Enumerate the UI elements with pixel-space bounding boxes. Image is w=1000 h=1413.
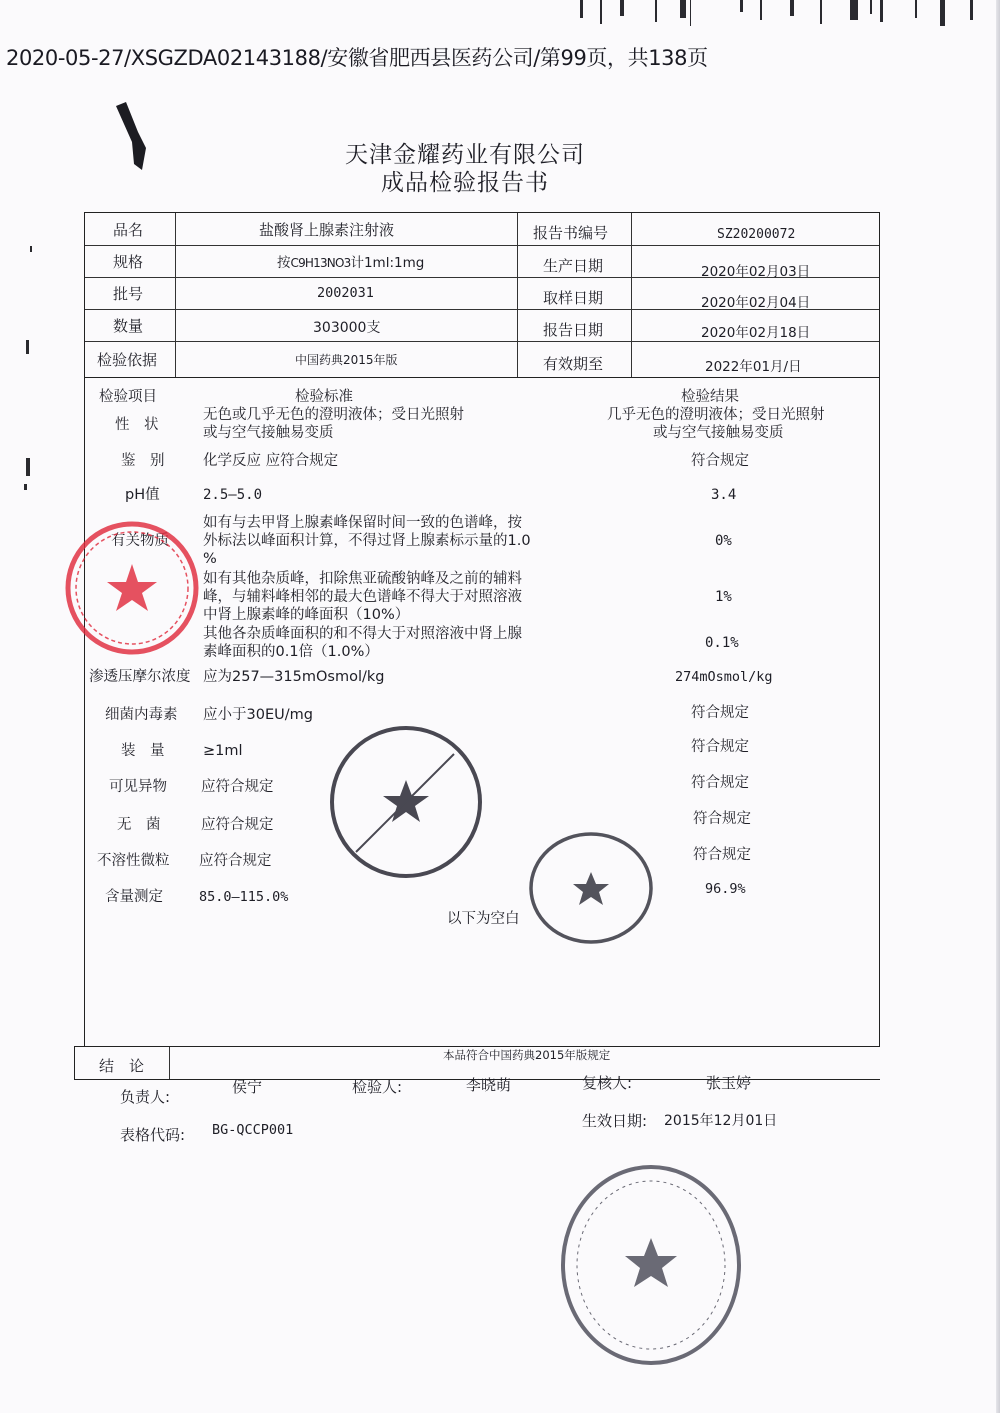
page-edge: [996, 0, 1000, 1413]
scan-dash: [24, 484, 27, 490]
std-related-1c: %: [203, 551, 217, 567]
col-standard-header: 检验标准: [295, 389, 353, 405]
conclusion-label: 结 论: [99, 1057, 145, 1075]
inspector-name: 李晓萌: [466, 1076, 512, 1094]
effective-date-value: 2015年12月01日: [664, 1113, 778, 1129]
spec-suffix: 计1ml:1mg: [350, 255, 425, 271]
reviewer-label: 复核人:: [582, 1074, 633, 1092]
document-title: 成品检验报告书: [381, 170, 549, 196]
expiry-label: 有效期至: [543, 355, 604, 373]
scan-dash: [26, 340, 29, 354]
report-date-value: 2020年02月18日: [701, 325, 811, 341]
product-value: 盐酸肾上腺素注射液: [259, 221, 395, 239]
std-related-2a: 如有其他杂质峰，扣除焦亚硫酸钠峰及之前的辅料: [203, 571, 522, 587]
res-assay: 96.9%: [705, 881, 746, 897]
col-result-header: 检验结果: [681, 389, 739, 405]
spec-prefix: 按: [277, 255, 291, 271]
item-fill-volume: 装 量: [121, 743, 165, 759]
std-related-3a: 其他各杂质峰面积的和不得大于对照溶液中肾上腺: [203, 626, 522, 642]
res-related-3: 0.1%: [705, 635, 739, 651]
std-osmolality: 应为257—315mOsmol/kg: [203, 669, 385, 685]
res-appearance-2: 或与空气接触易变质: [653, 425, 784, 441]
res-related-2: 1%: [715, 589, 732, 605]
bottom-seal: [556, 1160, 746, 1370]
red-seal: [62, 518, 202, 658]
form-code-label: 表格代码:: [120, 1126, 186, 1144]
report-no-label: 报告书编号: [533, 224, 609, 242]
std-visible-particles: 应符合规定: [201, 779, 274, 795]
report-no-value: SZ20200072: [717, 227, 796, 242]
res-identification: 符合规定: [691, 453, 749, 469]
mfg-date-value: 2020年02月03日: [701, 264, 811, 280]
item-related-substances: 有关物质: [111, 533, 169, 549]
fax-header: 2020-05-27/XSGZDA02143188/安徽省肥西县医药公司/第99页，共138页: [6, 46, 708, 70]
batch-value: 2002031: [317, 285, 374, 301]
report-date-label: 报告日期: [543, 321, 604, 339]
reviewer-name: 张玉婷: [706, 1074, 752, 1092]
info-table: [84, 212, 880, 378]
std-related-1a: 如有与去甲肾上腺素峰保留时间一致的色谱峰，按: [203, 515, 522, 531]
sample-date-label: 取样日期: [543, 289, 604, 307]
basis-label: 检验依据: [97, 351, 158, 369]
spec-label: 规格: [113, 253, 144, 271]
std-related-2b: 峰，与辅料峰相邻的最大色谱峰不得大于对照溶液: [203, 589, 522, 605]
effective-date-label: 生效日期:: [582, 1112, 648, 1130]
expiry-value: 2022年01月/日: [705, 359, 802, 375]
scan-dash: [26, 458, 30, 476]
std-appearance-2: 或与空气接触易变质: [203, 425, 334, 441]
res-visible-particles: 符合规定: [691, 775, 749, 791]
item-visible-particles: 可见异物: [109, 779, 167, 795]
item-sterility: 无 菌: [117, 817, 161, 833]
qty-label: 数量: [113, 317, 144, 335]
item-appearance: 性 状: [115, 417, 159, 433]
inspector-label: 检验人:: [352, 1078, 403, 1096]
lab-seal: [526, 828, 656, 948]
item-identification: 鉴 别: [121, 453, 165, 469]
res-sterility: 符合规定: [693, 811, 751, 827]
qty-value: 303000支: [313, 320, 381, 336]
res-osmolality: 274mOsmol/kg: [675, 669, 773, 685]
std-assay: 85.0—115.0%: [199, 889, 289, 905]
sample-date-value: 2020年02月04日: [701, 295, 811, 311]
std-related-2c: 中肾上腺素峰的峰面积（10%）: [203, 607, 410, 623]
std-appearance-1: 无色或几乎无色的澄明液体；受日光照射: [203, 407, 464, 423]
std-related-1b: 外标法以峰面积计算，不得过肾上腺素标示量的1.0: [203, 533, 531, 549]
std-sterility: 应符合规定: [201, 817, 274, 833]
batch-label: 批号: [113, 285, 144, 303]
std-insoluble-particles: 应符合规定: [199, 853, 272, 869]
company-title: 天津金耀药业有限公司: [345, 142, 585, 168]
product-label: 品名: [113, 221, 144, 239]
res-ph: 3.4: [711, 487, 737, 503]
item-ph: pH值: [125, 487, 160, 503]
std-fill-volume: ≥1ml: [203, 743, 243, 759]
std-related-3b: 素峰面积的0.1倍（1.0%）: [203, 644, 379, 660]
item-endotoxin: 细菌内毒素: [105, 707, 178, 723]
mfg-date-label: 生产日期: [543, 257, 604, 275]
res-appearance-1: 几乎无色的澄明液体；受日光照射: [607, 407, 825, 423]
res-insoluble-particles: 符合规定: [693, 847, 751, 863]
conclusion-value: 本品符合中国药典2015年版规定: [443, 1048, 611, 1062]
form-code-value: BG-QCCP001: [212, 1122, 294, 1138]
blank-note: 以下为空白: [447, 911, 520, 927]
col-item-header: 检验项目: [99, 389, 157, 405]
responsible-name: 侯宁: [232, 1078, 263, 1096]
item-insoluble-particles: 不溶性微粒: [97, 853, 170, 869]
item-assay: 含量测定: [105, 889, 163, 905]
std-ph: 2.5—5.0: [203, 487, 263, 503]
results-section: [84, 378, 880, 1046]
scan-dash: [30, 246, 32, 252]
res-related-1: 0%: [715, 533, 732, 549]
spec-value: [277, 251, 424, 271]
res-fill-volume: 符合规定: [691, 739, 749, 755]
basis-value: 中国药典2015年版: [295, 353, 398, 367]
res-endotoxin: 符合规定: [691, 705, 749, 721]
spec-formula: C9H13NO3: [290, 256, 351, 270]
std-endotoxin: 应小于30EU/mg: [203, 707, 313, 723]
item-osmolality: 渗透压摩尔浓度: [89, 669, 191, 685]
responsible-label: 负责人:: [120, 1088, 171, 1106]
scan-edge-marks: [560, 0, 1000, 26]
std-identification: 化学反应 应符合规定: [203, 453, 339, 469]
distributor-seal: [326, 722, 486, 882]
